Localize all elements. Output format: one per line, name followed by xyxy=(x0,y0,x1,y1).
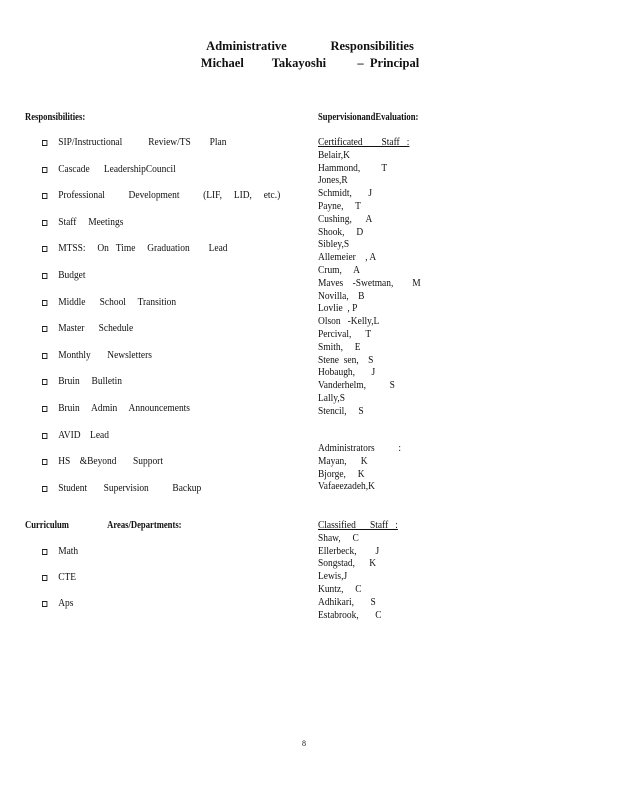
classified-staff-heading: Classified Staff : xyxy=(318,520,398,531)
list-item: Schmidt, J xyxy=(318,188,373,200)
list-item: Lewis,J xyxy=(318,571,348,583)
list-item: Allemeier , A xyxy=(318,252,377,264)
checkbox-bullet-icon xyxy=(42,549,47,555)
checkbox-bullet-icon xyxy=(42,193,47,199)
title-line-2: Michael Takayoshi – Principal xyxy=(200,56,420,70)
checkbox-bullet-icon xyxy=(42,220,47,226)
checkbox-bullet-icon xyxy=(42,459,47,465)
list-item: Songstad, K xyxy=(318,558,377,570)
list-item: Hammond, T xyxy=(318,162,388,174)
list-item: Lovlie , P xyxy=(318,303,358,315)
checkbox-bullet-icon xyxy=(42,379,47,385)
checkbox-bullet-icon xyxy=(42,601,47,607)
list-item: Bjorge, K xyxy=(318,468,365,480)
list-item: Hobaugh, J xyxy=(318,367,376,379)
list-item: Shook, D xyxy=(318,226,364,238)
list-item: Payne, T xyxy=(318,200,361,212)
list-item: Kuntz, C xyxy=(318,583,362,595)
administrators-heading: Administrators : xyxy=(318,443,401,454)
list-item: Ellerbeck, J xyxy=(318,545,380,557)
list-item: Novilla, B xyxy=(318,290,365,302)
classified-staff-list xyxy=(318,520,407,622)
checkbox-bullet-icon xyxy=(42,140,47,146)
certificated-staff-list xyxy=(318,137,432,419)
supervision-heading: SupervisionandEvaluation: xyxy=(318,112,419,123)
checkbox-bullet-icon xyxy=(42,326,47,332)
document-title xyxy=(0,38,590,72)
list-item: Cushing, A xyxy=(318,213,373,225)
list-item: Lally,S xyxy=(318,392,345,404)
list-item: Shaw, C xyxy=(318,532,359,544)
checkbox-bullet-icon xyxy=(42,167,47,173)
list-item: Belair,K xyxy=(318,149,350,161)
list-item: Vanderhelm, S xyxy=(318,380,395,392)
list-item: Jones,R xyxy=(318,175,348,187)
curriculum-heading: Curriculum Areas/Departments: xyxy=(25,520,182,531)
list-item: Mayan, K xyxy=(318,455,368,467)
checkbox-bullet-icon xyxy=(42,575,47,581)
certificated-staff-heading: Certificated Staff : xyxy=(318,137,410,148)
list-item: Estabrook, C xyxy=(318,609,382,621)
list-item: Adhikari, S xyxy=(318,596,376,608)
title-line-1: Administrative Responsibilities xyxy=(206,39,414,53)
checkbox-bullet-icon xyxy=(42,246,47,252)
list-item: Vafaeezadeh,K xyxy=(318,481,375,493)
responsibilities-heading: Responsibilities: xyxy=(25,112,86,123)
administrators-list xyxy=(318,443,410,494)
document-page: Administrative Responsibilities Michael Takayoshi – Principal Responsibilities: SIP/Instructional Review/TS Plan Cascade LeadershipCouncil Professional Development (LIF, LID, etc.) Staff Meetings MTSS: On Time Graduation Lead Budget Middle School Transition Master Schedule Monthly Newsletters Bruin Bulletin Bruin Admin Announcements AVID Lead HS &Beyond Support Student Supervision Backup Curriculum Areas/Departments: Math CTE Aps SupervisionandEvaluation: Certificated Staff : Belair,K Hammond, T Jones,R Schmidt, J Payne, T Cushing, A Shook, D Sibley,S Allemeier , A Crum, A Maves -Swetman, M Novilla, B Lovlie , P Olson -Kelly,L Percival, T Smith, E Stene sen, S Hobaugh, J Vanderhelm, S Lally,S Stencil, S Administrators : Mayan, K Bjorge, K Vafaeezadeh,K Classified Staff : Shaw, C Ellerbeck, J Songstad, K Lewis,J Kuntz, C Adhikari, S Estabrook, C 8 xyxy=(0,0,618,800)
list-item: Stencil, S xyxy=(318,405,364,417)
checkbox-bullet-icon xyxy=(42,273,47,279)
checkbox-bullet-icon xyxy=(42,433,47,439)
checkbox-bullet-icon xyxy=(42,486,47,492)
checkbox-bullet-icon xyxy=(42,353,47,359)
list-item: Percival, T xyxy=(318,328,372,340)
list-item: Olson -Kelly,L xyxy=(318,316,380,328)
page-number: 8 xyxy=(302,739,306,748)
checkbox-bullet-icon xyxy=(42,300,47,306)
checkbox-bullet-icon xyxy=(42,406,47,412)
list-item: Crum, A xyxy=(318,264,361,276)
list-item: Maves -Swetman, M xyxy=(318,277,421,289)
list-item: Smith, E xyxy=(318,341,361,353)
list-item: Sibley,S xyxy=(318,239,350,251)
list-item: Stene sen, S xyxy=(318,354,374,366)
